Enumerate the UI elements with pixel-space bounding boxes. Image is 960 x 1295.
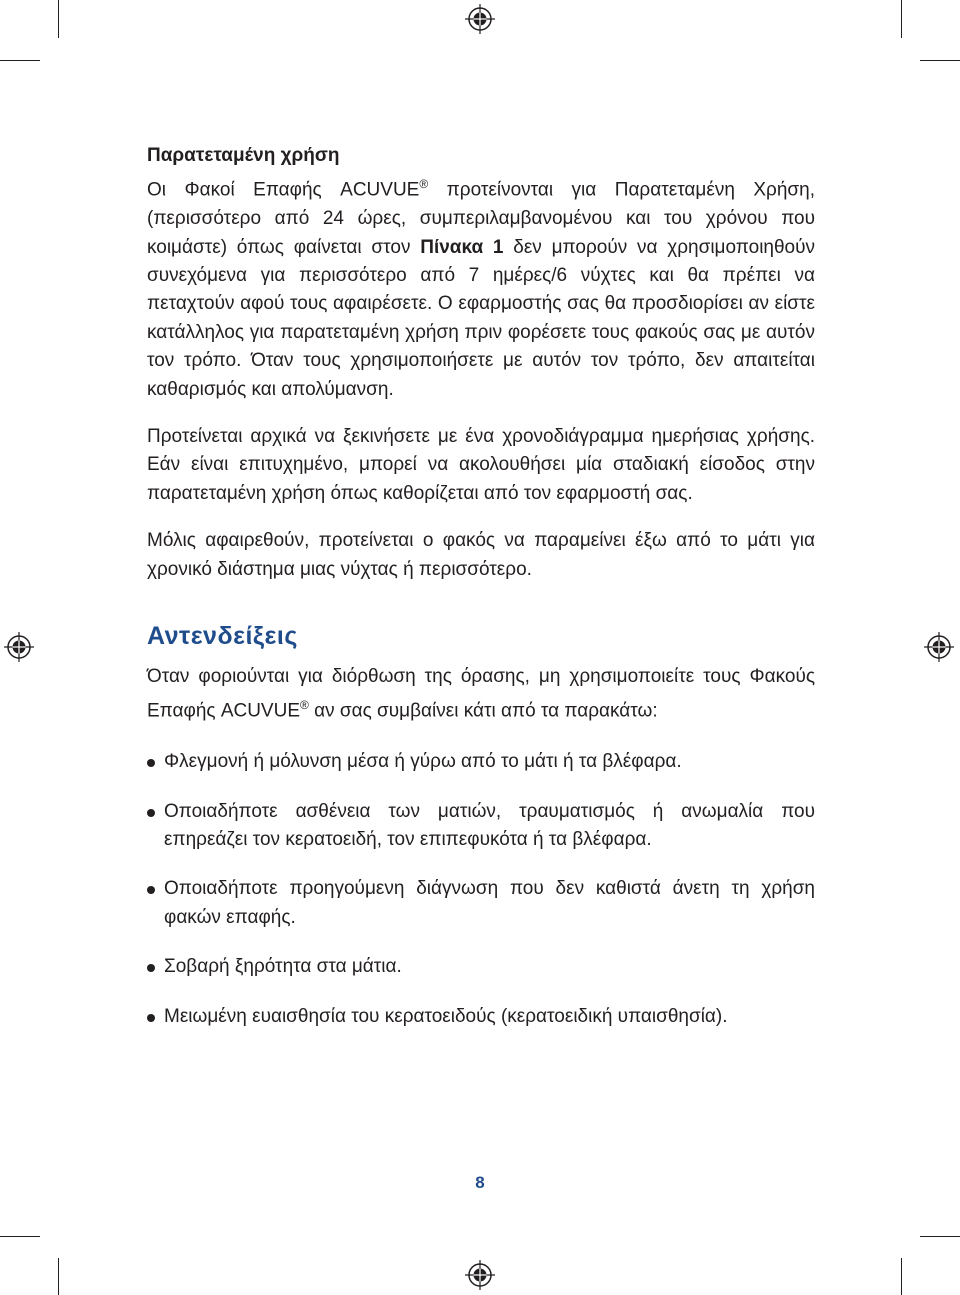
text-fragment: αν σας συμβαίνει κάτι από τα παρακάτω: — [308, 700, 658, 722]
contraindications-intro — [147, 663, 815, 726]
text-fragment: Οι Φακοί Επαφής ACUVUE — [147, 179, 420, 201]
paragraph-extended-wear — [147, 170, 815, 404]
registered-mark: ® — [300, 698, 309, 713]
section-title: Παρατεταμένη χρήση — [147, 145, 340, 166]
text-fragment: Όταν φοριούνται για διόρθωση της όρασης, μη χρησιμοποιείτε τους Φακούς Επαφής ACUVUE — [147, 666, 815, 722]
paragraph-daily-wear: Προτείνεται αρχικά να ξεκινήσετε με ένα χρονοδιάγραμμα ημερήσιας χρήσης. Εάν είναι επιτυχημένο, μπορεί να ακολουθήσει μία σταδιακή είσοδος στην παρατεταμένη χρήση όπως καθορίζεται από τον εφαρμοστή σας. — [147, 425, 815, 504]
registration-mark-icon — [4, 632, 34, 662]
crop-mark-top-left-horizontal — [0, 60, 40, 61]
crop-mark-bottom-right-vertical — [901, 1258, 902, 1295]
contraindications-list — [147, 748, 815, 1031]
crop-mark-bottom-left-vertical — [58, 1258, 59, 1295]
registration-mark-icon — [465, 4, 495, 34]
crop-mark-top-left-vertical — [58, 0, 59, 38]
list-item: Φλεγμονή ή μόλυνση μέσα ή γύρω από το μάτι ή τα βλέφαρα. — [147, 748, 815, 776]
list-item: Οποιαδήποτε ασθένεια των ματιών, τραυματισμός ή ανωμαλία που επηρεάζει τον κερατοειδή, τον επιπεφυκότα ή τα βλέφαρα. — [147, 798, 815, 855]
paragraph-removal: Μόλις αφαιρεθούν, προτείνεται ο φακός να παραμείνει έξω από το μάτι για χρονικό διάστημα μιας νύχτας ή περισσότερο. — [147, 530, 815, 580]
crop-mark-bottom-left-horizontal — [0, 1236, 40, 1237]
page-content — [147, 142, 815, 1052]
table-reference: Πίνακα 1 — [420, 236, 504, 258]
list-item: Οποιαδήποτε προηγούμενη διάγνωση που δεν καθιστά άνετη τη χρήση φακών επαφής. — [147, 875, 815, 932]
list-item: Μειωμένη ευαισθησία του κερατοειδούς (κερατοειδική υπαισθησία). — [147, 1003, 815, 1031]
text-fragment: προτείνονται για Παρατεταμένη Χρήση, (περισσότερο από 24 ώρες, συμπεριλαμβανομένου και του χρόνου που κοιμάστε) όπως φαίνεται στον — [147, 179, 815, 258]
text-fragment: δεν μπορούν να χρησιμοποιηθούν συνεχόμενα για περισσότερο από 7 ημέρες/6 νύχτες και θα πρέπει να πεταχτούν αφού τους αφαιρέσετε. Ο εφαρμοστής σας θα προσδιορίσει αν είστε κατάλληλος για παρατεταμένη χρήση πριν φορέσετε τους φακούς σας με αυτόν τον τρόπο. Όταν τους χρησιμοποιήσετε με αυτόν τον τρόπο, δεν απαιτείται καθαρισμός και απολύμανση. — [147, 236, 816, 400]
contraindications-heading: Αντενδείξεις — [147, 622, 298, 651]
crop-mark-top-right-vertical — [901, 0, 902, 38]
crop-mark-top-right-horizontal — [920, 60, 960, 61]
crop-mark-bottom-right-horizontal — [920, 1236, 960, 1237]
registration-mark-icon — [924, 632, 954, 662]
registration-mark-icon — [465, 1260, 495, 1290]
page-number: 8 — [475, 1173, 485, 1192]
registered-mark: ® — [419, 177, 429, 192]
list-item: Σοβαρή ξηρότητα στα μάτια. — [147, 953, 815, 981]
